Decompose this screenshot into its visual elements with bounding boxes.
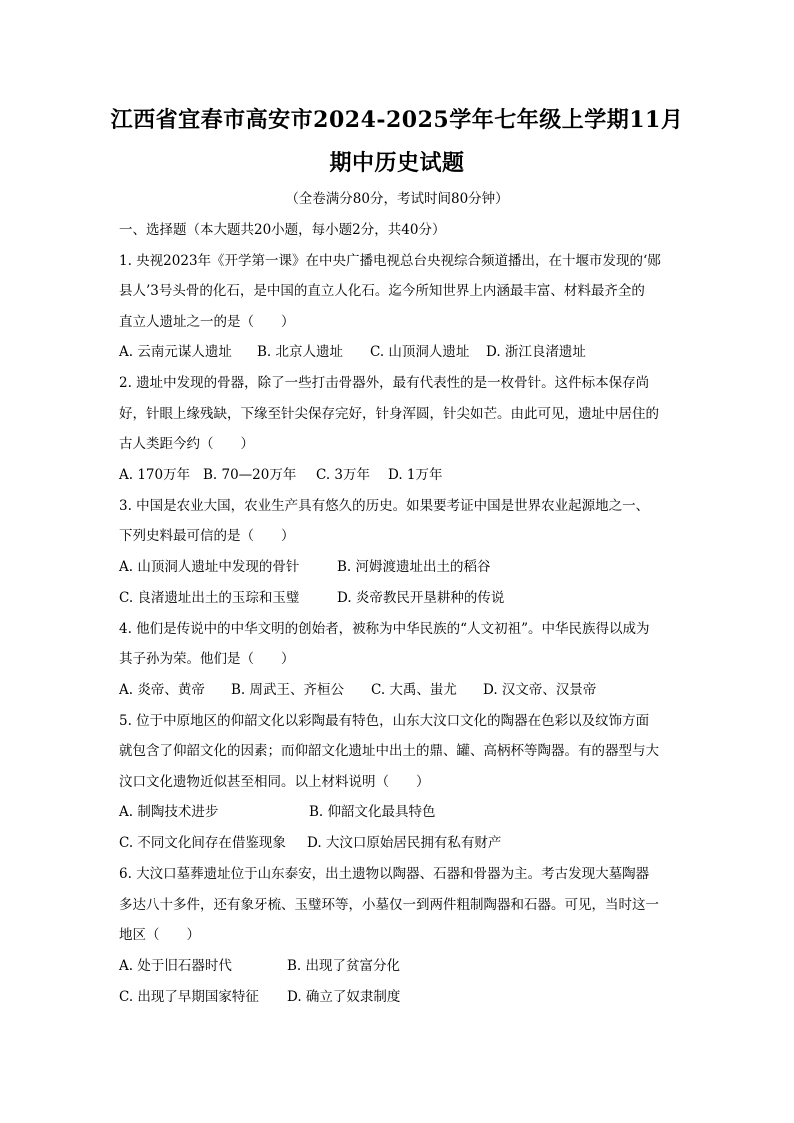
question-text-line: 4. 他们是传说中的中华文明的创始者，被称为中华民族的“人文初祖”。中华民族得以成为 xyxy=(119,620,650,637)
option-c: C. 山顶洞人遗址 xyxy=(370,344,470,360)
option-row xyxy=(119,675,679,706)
question-text-line: 3. 中国是农业大国，农业生产具有悠久的历史。如果要考证中国是世界农业起源地之一、 xyxy=(119,497,650,514)
question-text-line: 2. 遗址中发现的骨器，除了一些打击骨器外，最有代表性的是一枚骨针。这件标本保存尚 xyxy=(119,375,650,391)
option-c: C. 出现了早期国家特征 xyxy=(119,988,259,1005)
question-text-line: 好，针眼上缘残缺，下缘至针尖保存完好，针身浑圆，针尖如芒。由此可见，遗址中居住的 xyxy=(119,405,659,422)
option-d: D. 浙江良渚遗址 xyxy=(486,344,586,360)
option-a: A. 山顶洞人遗址中发现的骨针 xyxy=(119,558,300,575)
question-text-line: 其子孙为荣。他们是（ ） xyxy=(119,651,295,667)
option-row xyxy=(119,583,679,614)
option-c: C. 不同文化间存在借鉴现象 xyxy=(119,835,286,851)
question-text-line: 古人类距今约（ ） xyxy=(119,436,254,452)
question-text-line: 6. 大汶口墓葬遗址位于山东泰安，出土遗物以陶器、石器和骨器为主。考古发现大墓陶器 xyxy=(119,866,650,882)
option-a: A. 处于旧石器时代 xyxy=(119,957,232,974)
option-d: D. 确立了奴隶制度 xyxy=(287,988,401,1005)
question-text-line: 就包含了仰韶文化的因素；而仰韶文化遗址中出土的鼎、罐、高柄杯等陶器。有的器型与大 xyxy=(119,743,659,759)
option-row xyxy=(119,337,679,368)
option-b: B. 北京人遗址 xyxy=(257,344,344,360)
option-b: B. 70—20万年 xyxy=(203,466,297,483)
question-6 xyxy=(119,859,679,1013)
option-a: A. 制陶技术进步 xyxy=(119,804,219,820)
question-text-line: 县人’3号头骨的化石，是中国的直立人化石。迄今所知世界上内涵最丰富、材料最齐全的 xyxy=(119,283,645,299)
option-row xyxy=(119,951,679,982)
exam-body xyxy=(119,215,679,1013)
option-row xyxy=(119,552,679,583)
option-row xyxy=(119,460,679,491)
question-text-line: 下列史料最可信的是（ ） xyxy=(119,528,295,544)
option-c: C. 大禹、蚩尤 xyxy=(371,681,457,698)
option-a: A. 170万年 xyxy=(119,466,191,483)
option-d: D. 1万年 xyxy=(388,466,443,483)
option-a: A. 云南元谋人遗址 xyxy=(119,344,232,360)
exam-title-line1: 江西省宜春市高安市2024-2025学年七年级上学期11月 xyxy=(110,107,684,133)
option-d: D. 汉文帝、汉景帝 xyxy=(483,681,597,698)
option-d: D. 大汶口原始居民拥有私有财产 xyxy=(307,835,502,851)
option-b: B. 周武王、齐桓公 xyxy=(231,681,345,698)
question-text-line: 多达八十多件，还有象牙梳、玉璧环等，小墓仅一到两件粗制陶器和石器。可见，当时这一 xyxy=(119,896,659,913)
question-2 xyxy=(119,368,679,491)
question-3 xyxy=(119,491,679,614)
option-c: C. 良渚遗址出土的玉琮和玉璧 xyxy=(119,589,300,606)
section-heading: 一、选择题（本大题共20小题，每小题2分，共40分） xyxy=(119,222,446,238)
question-5 xyxy=(119,706,679,860)
option-b: B. 仰韶文化最具特色 xyxy=(309,804,436,820)
exam-title-line2: 期中历史试题 xyxy=(329,150,465,176)
exam-subtitle: （全卷满分80分，考试时间80分钟） xyxy=(285,191,509,207)
option-b: B. 出现了贫富分化 xyxy=(287,957,401,974)
question-text-line: 地区（ ） xyxy=(119,927,200,943)
question-text-line: 直立人遗址之一的是（ ） xyxy=(119,313,295,330)
question-1 xyxy=(119,246,679,369)
question-text-line: 汶口文化遗物近似甚至相同。以上材料说明（ ） xyxy=(119,773,430,790)
option-row xyxy=(119,797,679,828)
option-c: C. 3万年 xyxy=(316,466,371,483)
option-d: D. 炎帝教民开垦耕种的传说 xyxy=(337,589,505,606)
option-a: A. 炎帝、黄帝 xyxy=(119,681,205,698)
option-b: B. 河姆渡遗址出土的稻谷 xyxy=(337,558,491,575)
question-4 xyxy=(119,614,679,706)
option-row xyxy=(119,828,679,859)
option-row xyxy=(119,982,679,1013)
question-text-line: 1. 央视2023年《开学第一课》在中央广播电视总台央视综合频道播出，在十堰市发现的‘郧 xyxy=(119,252,661,269)
question-text-line: 5. 位于中原地区的仰韶文化以彩陶最有特色，山东大汶口文化的陶器在色彩以及纹饰方面 xyxy=(119,712,650,729)
